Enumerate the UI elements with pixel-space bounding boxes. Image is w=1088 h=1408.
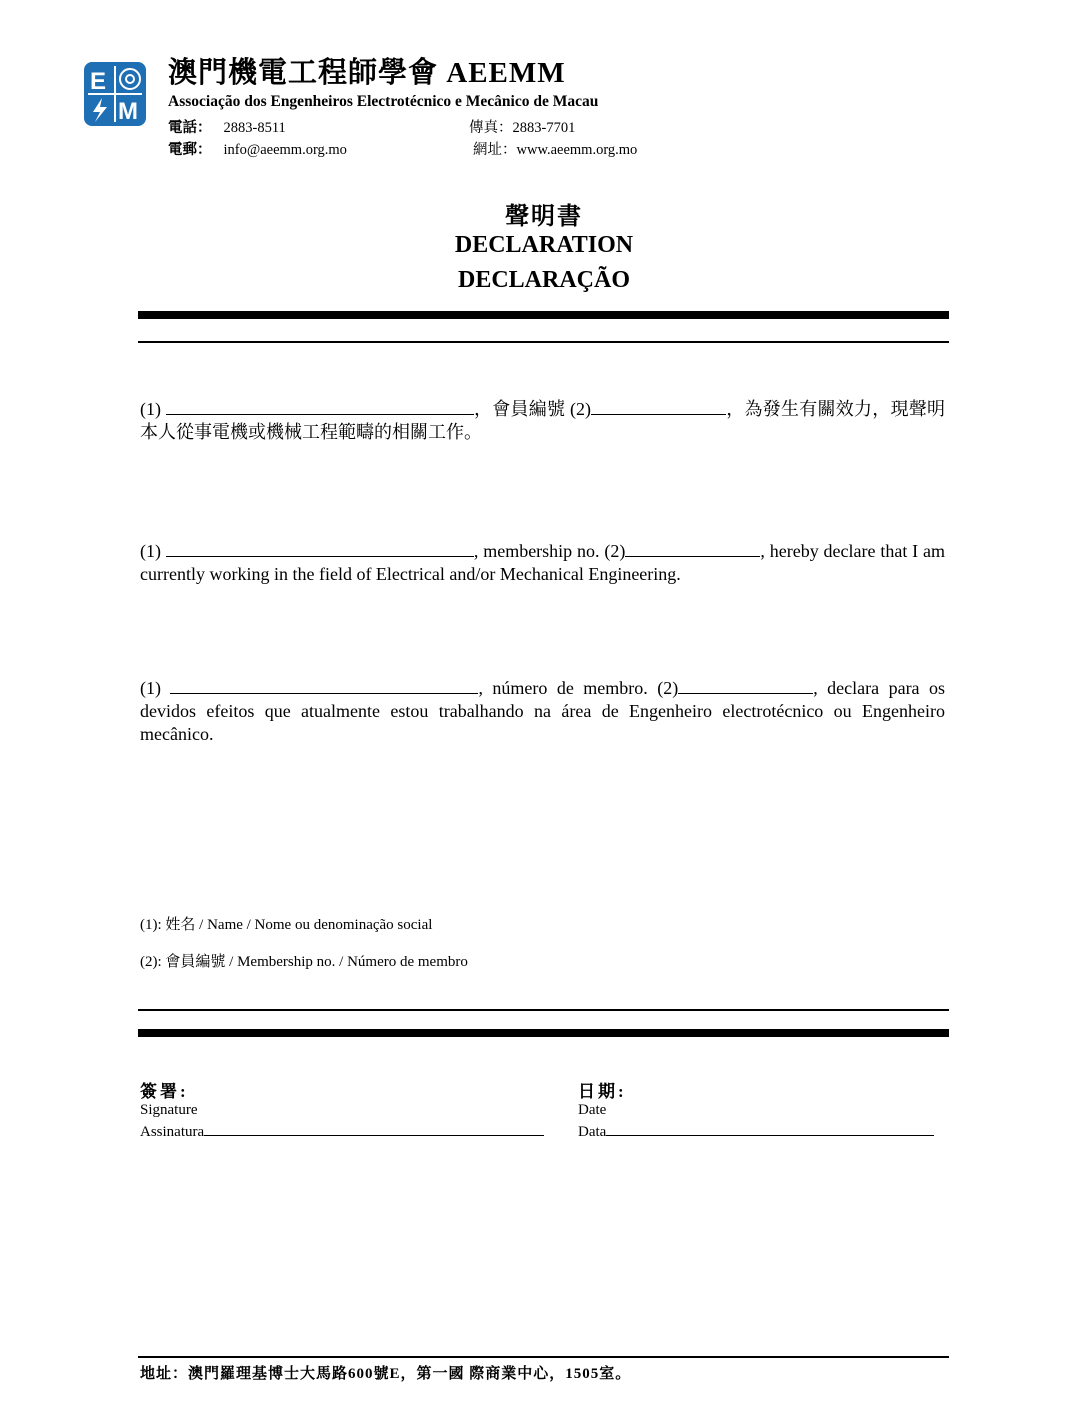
name-blank-en[interactable] (166, 540, 474, 557)
signature-line[interactable] (204, 1120, 544, 1136)
phone-line (168, 116, 286, 137)
website-line: 網址：www.aeemm.org.mo (473, 142, 638, 158)
declaration-en (140, 540, 945, 586)
signature-label-en: Signature (140, 1102, 198, 1118)
divider-thin-bottom (138, 1009, 949, 1011)
date-label-cn: 日期: (578, 1082, 627, 1101)
signature-label-cn: 簽署: (140, 1082, 189, 1101)
name-blank-cn[interactable] (166, 398, 474, 415)
email-address: info@aeemm.org.mo (223, 142, 347, 158)
org-name-cn: 澳門機電工程師學會 AEEMM (168, 57, 566, 89)
fax-line: 傳真：2883-7701 (469, 120, 576, 136)
date-label-pt: Data (578, 1124, 607, 1140)
logo-letter-e: E (90, 68, 107, 95)
member-no-text: ，會員編號 (2) (473, 399, 591, 419)
divider-thick-top (138, 311, 949, 319)
declaration-pt (140, 677, 945, 746)
logo-letter-m: M (118, 98, 138, 125)
email-line (168, 138, 347, 159)
declaration-cn (140, 398, 945, 444)
member-no-text: , membership no. (2) (473, 541, 626, 561)
note-2: (2): 會員編號 / Membership no. / Número de membro (140, 954, 468, 970)
declaration-text-cn: ，為發生有關效力，現聲明本人從事電機或機械工程範疇的相關工作。 (140, 399, 945, 442)
date-line[interactable] (606, 1120, 934, 1136)
member-no-blank-en[interactable] (625, 540, 760, 557)
title-cn: 聲明書 (505, 204, 583, 230)
aeemm-logo (84, 62, 146, 126)
declaration-text-pt: , declara para os devidos efeitos que atualmente estou trabalhando na área de Engenheiro electrotécnico ou Engenheiro mecânico. (140, 678, 946, 744)
field-marker-1: (1) (140, 678, 161, 698)
field-marker-1: (1) (140, 541, 161, 561)
email-label: 電郵： (168, 142, 212, 158)
declaration-text-en: , hereby declare that I am currently working in the field of Electrical and/or Mechanical Engineering. (140, 541, 946, 584)
phone-label: 電話： (168, 120, 212, 136)
member-no-text: , número de membro. (2) (478, 678, 679, 698)
name-blank-pt[interactable] (170, 677, 478, 694)
footer-address: 地址：澳門羅理基博士大馬路600號E，第一國 際商業中心，1505室。 (140, 1366, 632, 1382)
divider-thin-top (138, 341, 949, 343)
phone-number: 2883-8511 (223, 120, 286, 136)
member-no-blank-cn[interactable] (591, 398, 726, 415)
org-name-pt: Associação dos Engenheiros Electrotécnico e Mecânico de Macau (168, 93, 599, 110)
signature-block (140, 1082, 544, 1142)
divider-thick-bottom (138, 1029, 949, 1037)
signature-label-pt: Assinatura (140, 1124, 205, 1140)
member-no-blank-pt[interactable] (678, 677, 813, 694)
field-marker-1: (1) (140, 399, 161, 419)
title-pt: DECLARAÇÃO (457, 267, 630, 293)
date-block (578, 1082, 934, 1142)
title-en: DECLARATION (454, 232, 634, 258)
date-label-en: Date (578, 1102, 607, 1118)
footer-divider (138, 1356, 949, 1358)
note-1: (1): 姓名 / Name / Nome ou denominação social (140, 917, 433, 933)
